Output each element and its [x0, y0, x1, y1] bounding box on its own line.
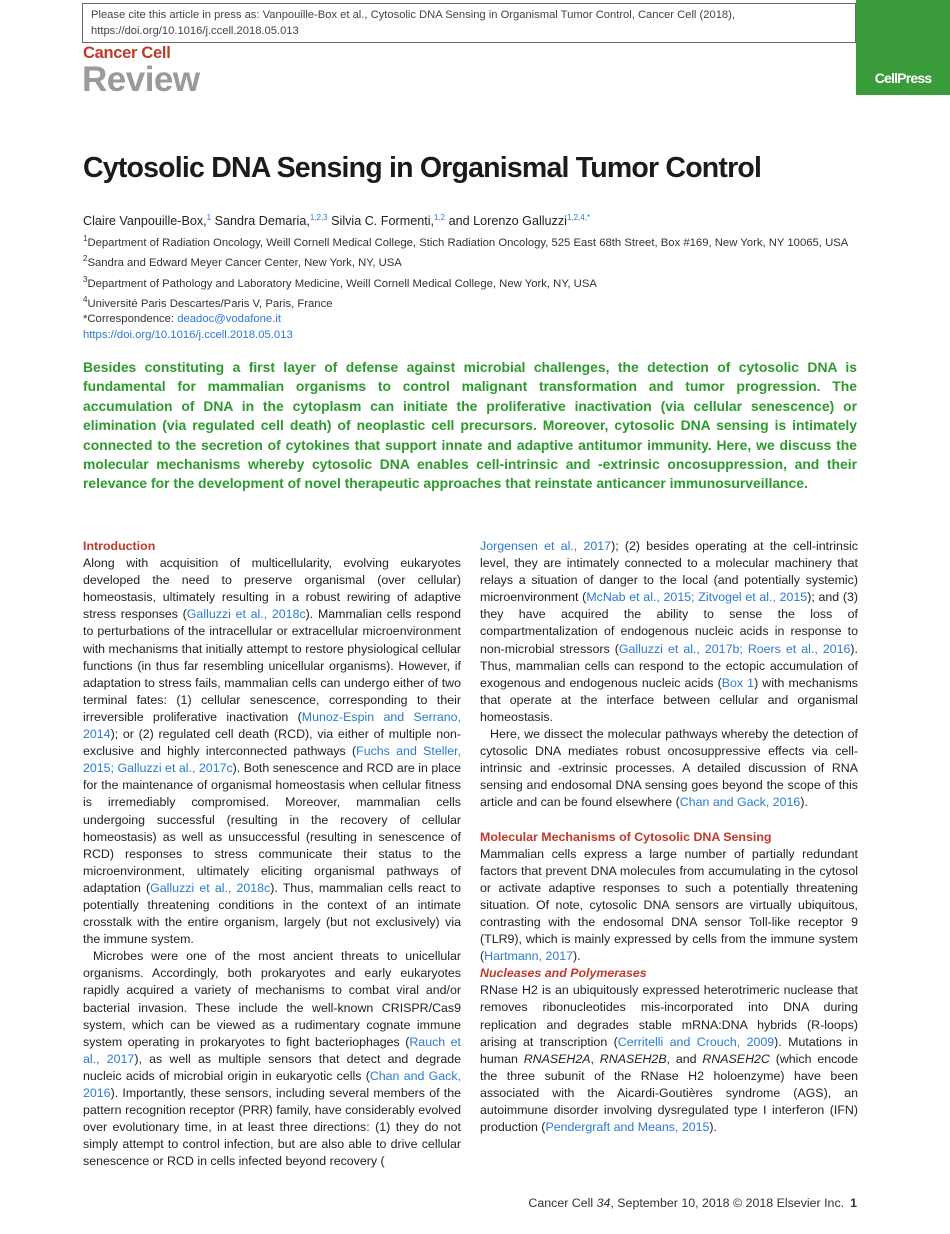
text-run: Mammalian cells express a large number of partially redundant factors that prevent DNA molecules from accumulating in the cytosol or activate adaptive responses to such a potentially threatening situation. Of note, cytosolic DNA sensors are virtually ubiquitous, contrasting with the endosomal DNA sensor Toll-like receptor 9 (TLR9), which is mainly expressed by cells from the immune system (: [480, 846, 858, 964]
page-number: 1: [850, 1196, 857, 1210]
text-run: RNase H2 is an ubiquitously expressed heterotrimeric nuclease that removes ribonucleotides mis-incorporated into DNA during replication and degrades stable mRNA:DNA hybrids (R-loops) arising at transcription (: [480, 983, 858, 1049]
text-run: ); (2) besides operating at the cell-intrinsic level, they are intimately connected to a molecular machinery that relays a situation of danger to the local (and potentially systemic) microenvironment (: [480, 539, 858, 605]
citation-link[interactable]: Galluzzi et al., 2018c: [186, 607, 306, 622]
citation-link[interactable]: Fuchs and Steller, 2015; Galluzzi et al., 2017c: [83, 744, 461, 776]
text-run: Here, we dissect the molecular pathways whereby the detection of cytosolic DNA mediates robust oncosuppressive effects via cell-intrinsic and -extrinsic processes. A detailed discussion of RNA sensing and endosomal DNA sensing goes beyond the scope of this article and can be found elsewhere (: [480, 727, 858, 810]
text-run: ). Thus, mammalian cells can respond to the ectopic accumulation of exogenous and endogenous nucleic acids (: [480, 641, 858, 690]
gene-name: RNASEH2A: [523, 1051, 591, 1066]
citation-notice: [82, 3, 856, 43]
paragraph-continued: [480, 538, 858, 726]
citation-link[interactable]: Munoz-Espin and Serrano, 2014: [83, 709, 461, 742]
text-run: ) with mechanisms that operate at the interface between cellular and organismal homeostasis.: [480, 675, 858, 724]
citation-link[interactable]: Jorgensen et al., 2017: [480, 539, 612, 553]
abstract: Besides constituting a first layer of defense against microbial challenges, the detection of cytosolic DNA is fundamental for mammalian organisms to control malignant transformation and tumor progression. The accumulation of DNA in the cytoplasm can initiate the proliferative inactivation (via cellular senescence) or elimination (via regulated cell death) of neoplastic cell precursors. Moreover, cytosolic DNA sensing is intimately connected to the secretion of cytokines that support innate and adaptive antitumor immunity. Here, we discuss the molecular mechanisms whereby cytosolic DNA enables cell-intrinsic and -extrinsic oncosuppression, and their relevance for the development of novel therapeutic approaches that reinstate anticancer immunosurveillance.: [83, 359, 857, 492]
correspondence-email-link[interactable]: deadoc@vodafone.it: [177, 313, 282, 326]
paragraph: [480, 846, 858, 966]
author-name: Sandra Demaria,: [211, 214, 310, 229]
author-name: Silvia C. Formenti,: [327, 214, 434, 229]
article-type: Review: [82, 60, 200, 99]
affiliations: [83, 231, 858, 344]
publisher-banner: [856, 0, 950, 95]
author-name: and Lorenzo Galluzzi: [445, 214, 567, 229]
text-run: , and: [666, 1051, 703, 1066]
paragraph: [480, 982, 858, 1136]
footer-volume: 34: [596, 1196, 611, 1210]
text-run: ,: [590, 1051, 600, 1066]
right-column: [480, 538, 858, 1136]
text-run: ).: [800, 795, 808, 810]
page-footer: [83, 1196, 857, 1210]
author-affiliation-link[interactable]: 1,2: [434, 213, 446, 222]
citation-link[interactable]: Rauch et al., 2017: [83, 1034, 462, 1066]
paragraph: Along with acquisition of multicellularity, evolving eukaryotes developed the need to preserve organismal (over cellular) homeostasis, ultimately resulting in a robust rewiring of adaptive stress responses (Galluzzi et al., 2018c). Mammalian cells respond to perturbations of the intracellular or extracellular microenvironment with mechanisms that initially attempt to restore physiological cellular functions (in thus far resembling unicellular organisms). However, if adaptation to stress fails, mammalian cells can undergo either of two terminal fates: (1) cellular senescence, corresponding to their irreversible proliferative inactivation (Munoz-Espin and Serrano, 2014); or (2) regulated cell death (RCD), via either of multiple non-exclusive and highly interconnected pathways (Fuchs and Steller, 2015; Galluzzi et al., 2017c). Both senescence and RCD are in place for the maintenance of organismal homeostasis when cellular fitness is irremediably compromised. Moreover, mammalian cells undergoing successful (resulting in the recovery of cellular homeostasis) as well as unsuccessful (resulting in senescence of RCD) responses to stress communicate their status to the microenvironment, ultimately eliciting organismal pathways of adaptation (Galluzzi et al., 2018c). Thus, mammalian cells react to potentially threatening conditions in the context of an intimate crosstalk with the entire organism, largely (but not exclusively) via the immune system.: [83, 556, 461, 947]
citation-link[interactable]: Hartmann, 2017: [484, 949, 573, 964]
author-affiliation-link[interactable]: 1,2,4,*: [566, 213, 591, 222]
citation-link[interactable]: Box 1: [721, 675, 755, 690]
footer-date-copyright: , September 10, 2018 © 2018 Elsevier Inc.: [610, 1196, 845, 1210]
text-run: ).: [709, 1120, 717, 1135]
citation-link[interactable]: Chan and Gack, 2016: [83, 1068, 462, 1100]
footer-journal: Cancer Cell: [528, 1196, 597, 1210]
affiliation: $^4$Université Paris Descartes/Paris V, Paris, France: [83, 295, 333, 310]
text-run: ). Mutations in human: [480, 1034, 858, 1066]
citation-text: Please cite this article in press as: Vanpouille-Box et al., Cytosolic DNA Sensing in Organismal Tumor Control, Cancer Cell (2018), https://doi.org/10.1016/j.ccell.2018.05.013: [91, 9, 735, 37]
left-column: [83, 538, 461, 1170]
journal-name: Cancer Cell: [83, 44, 171, 62]
affiliation: $^3$Department of Pathology and Laboratory Medicine, Weill Cornell Medical College, New York, NY, USA: [83, 274, 597, 290]
subsection-heading: Nucleases and Polymerases: [480, 966, 647, 981]
citation-link[interactable]: McNab et al., 2015; Zitvogel et al., 2015: [586, 590, 808, 605]
author-affiliation-link[interactable]: 1: [206, 213, 212, 222]
author-name: Claire Vanpouille-Box,: [83, 214, 207, 229]
paragraph: [480, 726, 858, 811]
author-list: [83, 213, 590, 228]
section-spacer: [480, 812, 858, 829]
text-run: (which encode the three subunit of the RNase H2 holoenzyme) have been associated with the Aicardi-Goutières syndrome (AGS), an autoimmune disorder involving dysregulated type I interferon (IFN) production (: [480, 1051, 858, 1135]
doi-link[interactable]: https://doi.org/10.1016/j.ccell.2018.05.013: [83, 329, 293, 342]
citation-link[interactable]: Pendergraft and Means, 2015: [545, 1120, 710, 1135]
gene-name: RNASEH2B: [599, 1051, 667, 1066]
affiliation: $^1$Department of Radiation Oncology, Weill Cornell Medical College, Stich Radiation Oncology, 525 East 68th Street, Box #169, New York, NY 10065, USA: [83, 234, 849, 249]
cellpress-logo: CellPress: [874, 70, 932, 86]
text-run: ).: [573, 949, 581, 964]
citation-link[interactable]: Chan and Gack, 2016: [679, 795, 801, 810]
affiliation: $^2$Sandra and Edward Meyer Cancer Center, New York, NY, USA: [83, 254, 402, 270]
section-heading-introduction: Introduction: [83, 539, 156, 553]
citation-link[interactable]: Cerritelli and Crouch, 2009: [617, 1034, 775, 1049]
citation-link[interactable]: Galluzzi et al., 2017b; Roers et al., 2016: [618, 641, 851, 656]
citation-link[interactable]: Galluzzi et al., 2018c: [150, 880, 271, 895]
correspondence: *Correspondence: deadoc@vodafone.it: [83, 313, 282, 326]
paragraph: Microbes were one of the most ancient threats to unicellular organisms. Accordingly, both prokaryotes and early eukaryotes rapidly acquired a variety of mechanisms to combat viral and/or bacterial invasion. These include the well-known CRISPR/Cas9 system, which can be viewed as a rudimentary cognate immune system operating in prokaryotes to fight bacteriophages (Rauch et al., 2017), as well as multiple sensors that detect and degrade nucleic acids of microbial origin in eukaryotic cells (Chan and Gack, 2016). Importantly, these sensors, including several members of the pattern recognition receptor (PRR) family, have considerably evolved over evolutionary time, in at least three directions: (1) they do not simply attempt to control infection, but are also able to drive cellular senescence or RCD in cells infected beyond recovery (: [83, 949, 462, 1169]
section-heading-mechanisms: Molecular Mechanisms of Cytosolic DNA Sensing: [480, 829, 772, 844]
author-affiliation-link[interactable]: 1,2,3: [309, 213, 328, 222]
text-run: ); and (3) they have acquired the ability to sense the loss of compartmentalization of endogenous nucleic acids in response to non-microbial stressors (: [480, 590, 858, 656]
article-title: Cytosolic DNA Sensing in Organismal Tumor Control: [83, 152, 762, 184]
gene-name: RNASEH2C: [702, 1051, 770, 1066]
